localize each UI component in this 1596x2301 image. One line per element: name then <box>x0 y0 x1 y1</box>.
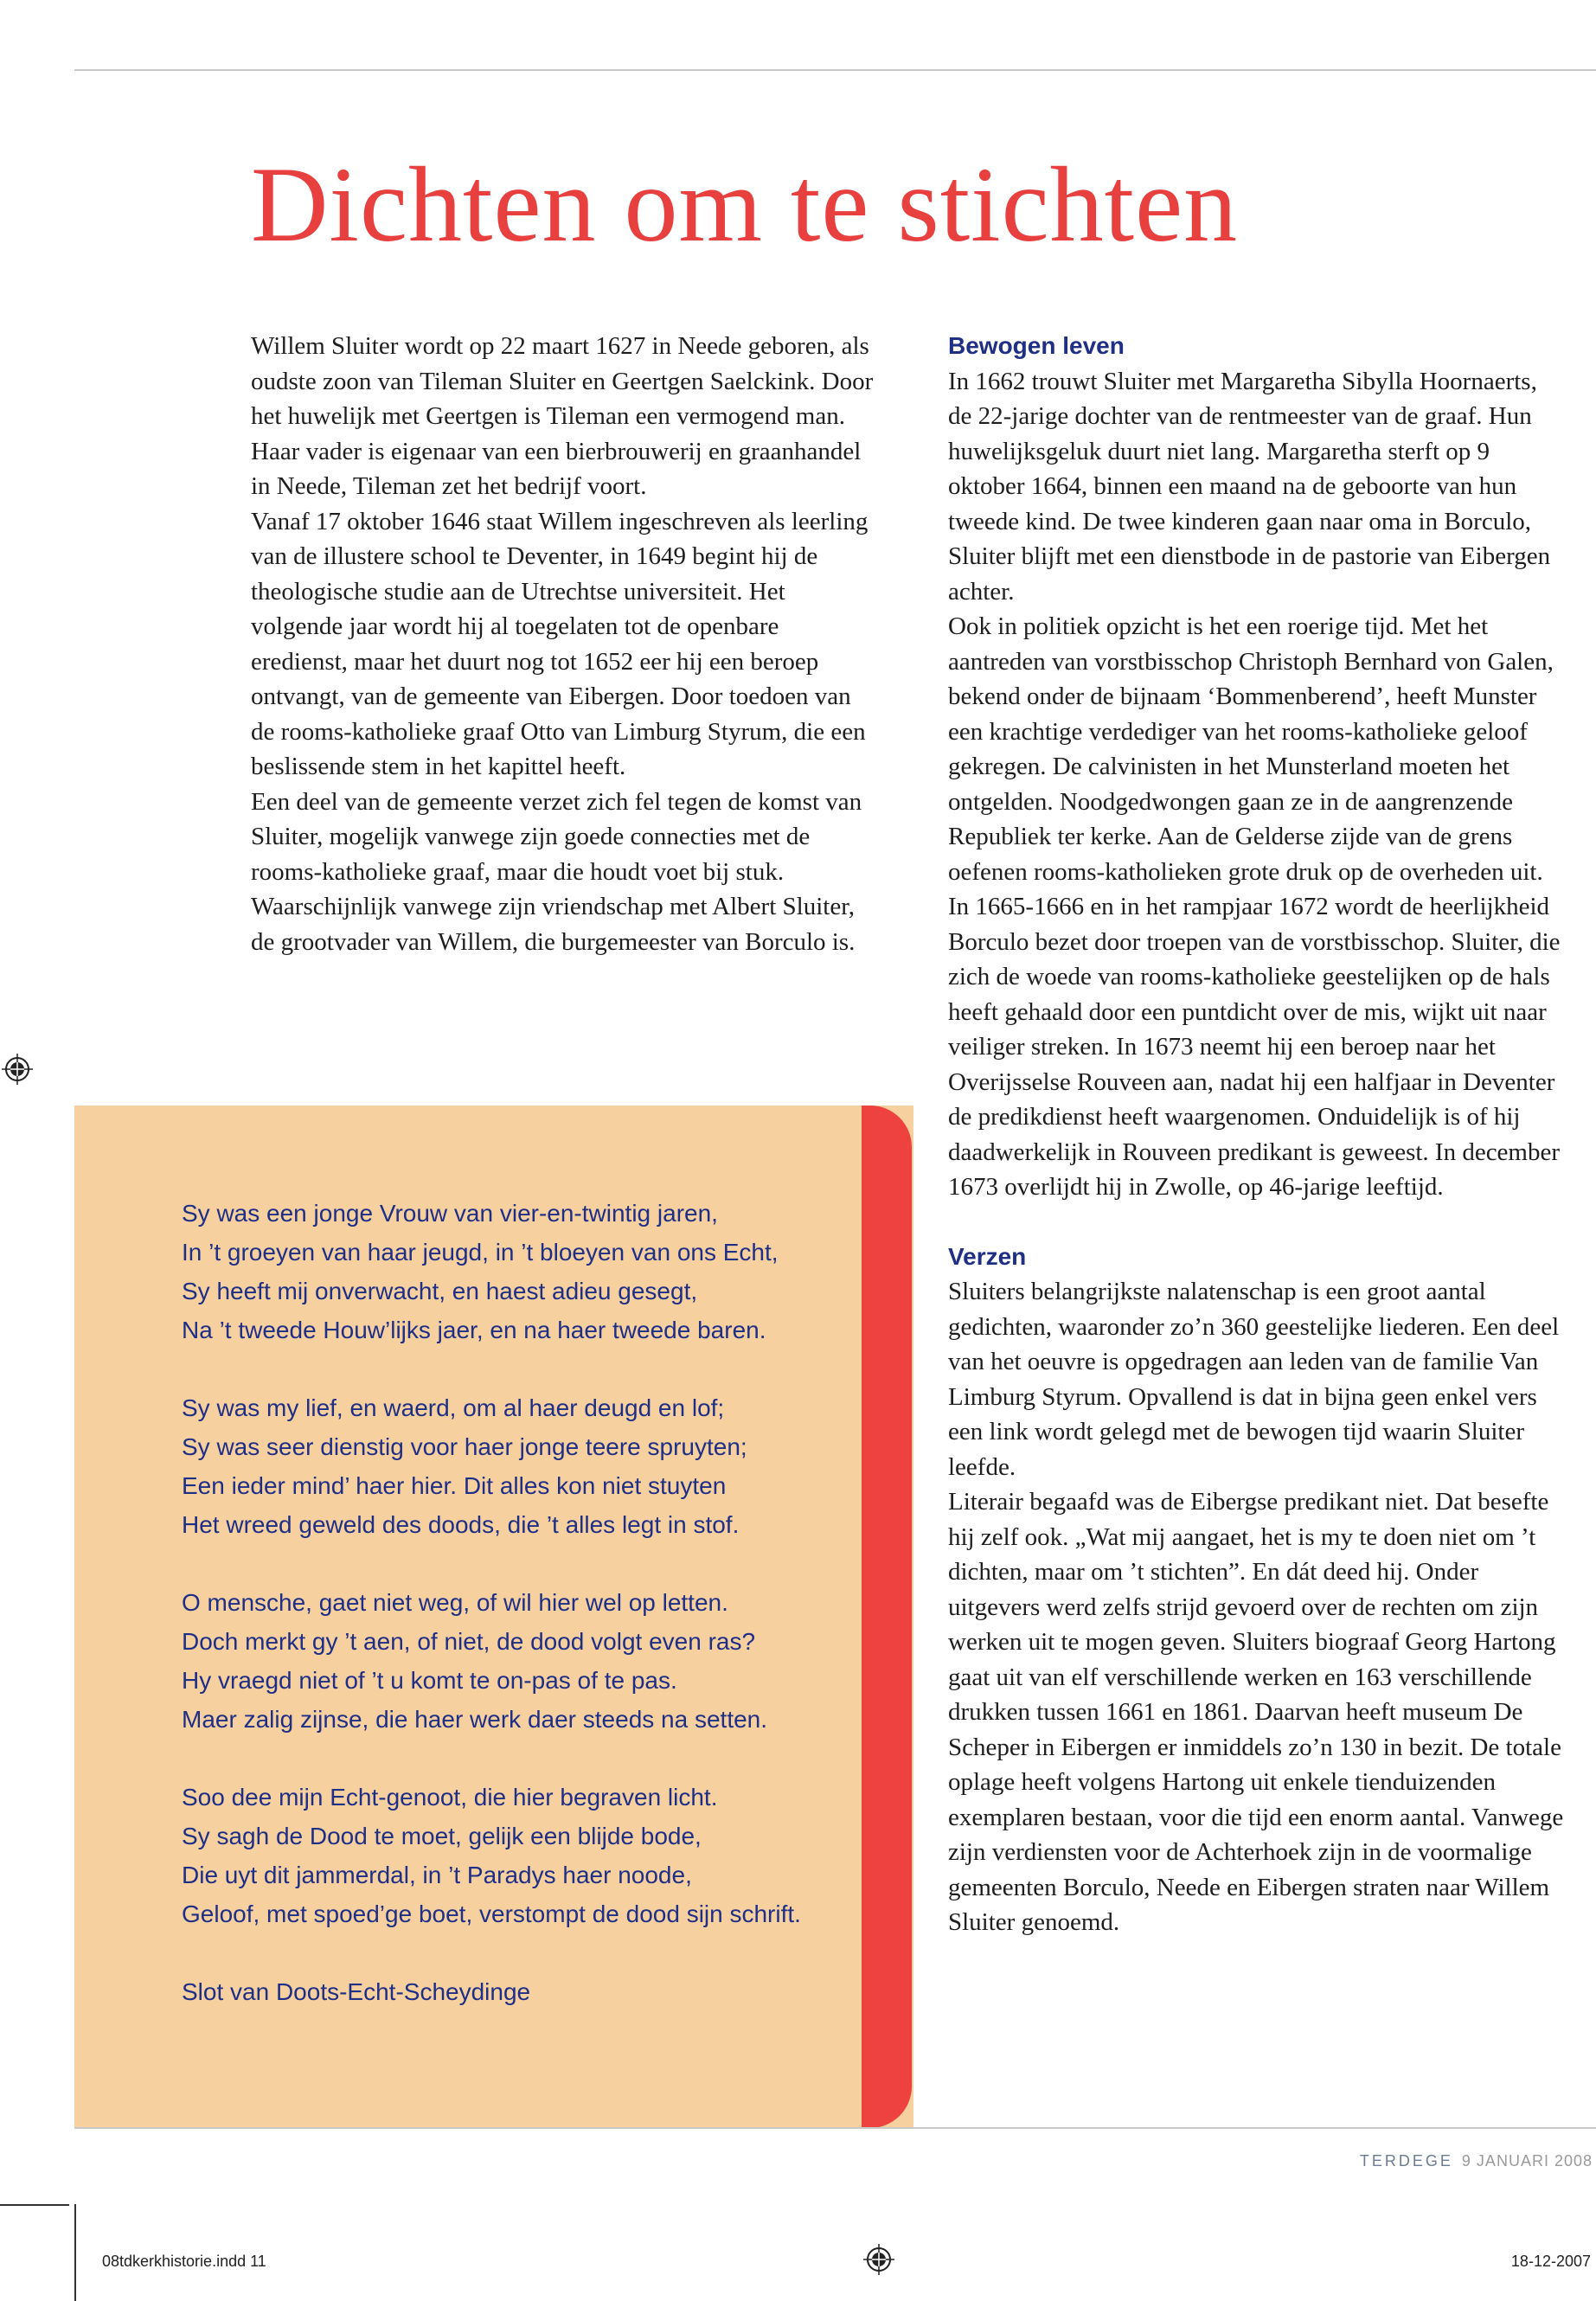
registration-mark-icon <box>863 2244 894 2275</box>
bottom-rule <box>74 2127 1596 2129</box>
poem-line: Sy heeft mij onverwacht, en haest adieu gesegt, <box>182 1278 698 1304</box>
paragraph: Een deel van de gemeente verzet zich fel tegen de komst van Sluiter, mogelijk vanwege zijn goede connecties met de rooms-katholieke graaf, maar die houdt voet bij stuk. Waarschijnlijk vanwege zijn vriendschap met Albert Sluiter, de grootvader van Willem, die burgemeester van Borculo is. <box>251 787 862 956</box>
poem-line: Maer zalig zijnse, die haer werk daer steeds na setten. <box>182 1706 768 1733</box>
poem-stanza <box>182 1778 874 1933</box>
poem <box>182 1194 874 2011</box>
top-rule <box>74 69 1596 71</box>
registration-mark-icon <box>2 1054 33 1085</box>
poem-line: In ’t groeyen van haar jeugd, in ’t bloeyen van ons Echt, <box>182 1239 779 1266</box>
crop-mark <box>0 2204 69 2206</box>
poem-line: O mensche, gaet niet weg, of wil hier wel op letten. <box>182 1589 728 1616</box>
poem-line: Soo dee mijn Echt-genoot, die hier begraven licht. <box>182 1784 718 1811</box>
footer-magazine <box>1360 2152 1593 2170</box>
paragraph: In 1662 trouwt Sluiter met Margaretha Sibylla Hoornaerts, de 22-jarige dochter van de rentmeester van de graaf. Hun huwelijksgeluk duurt niet lang. Margaretha sterft op 9 oktober 1664, binnen een maand na de geboorte van hun tweede kind. De twee kinderen gaan naar oma in Borculo, Sluiter blijft met een dienstbode in de pastorie van Eibergen achter. <box>948 367 1551 606</box>
poem-source: Slot van Doots-Echt-Scheydinge <box>182 1978 531 2005</box>
paragraph: In 1665-1666 en in het rampjaar 1672 wordt de heerlijkheid Borculo bezet door troepen van de vorstbisschop. Sluiter, die zich de woede van rooms-katholieke geestelijken op de hals heeft gehaald door een puntdicht over de mis, wijkt uit naar veiliger streken. In 1673 neemt hij een beroep naar het Overijsselse Rouveen aan, nadat hij een halfjaar in Deventer de predikdienst heeft waargenomen. Onduidelijk is of hij daadwerkelijk in Rouveen predikant is geweest. In december 1673 overlijdt hij in Zwolle, op 46-jarige leeftijd. <box>948 893 1561 1201</box>
poem-line: Sy sagh de Dood te moet, gelijk een blijde bode, <box>182 1823 702 1849</box>
file-slug: 08tdkerkhistorie.indd 11 <box>102 2253 266 2270</box>
article-title: Dichten om te stichten <box>251 145 1239 264</box>
poem-stanza <box>182 1194 874 1349</box>
poem-line: Die uyt dit jammerdal, in ’t Paradys haer noode, <box>182 1862 692 1888</box>
section-heading-bewogen-leven: Bewogen leven <box>948 332 1125 359</box>
right-column <box>948 329 1564 1940</box>
poem-line: Doch merkt gy ’t aen, of niet, de dood volgt even ras? <box>182 1628 756 1655</box>
paragraph: Sluiters belangrijkste nalatenschap is een groot aantal gedichten, waaronder zo’n 360 geestelijke liederen. Een deel van het oeuvre is opgedragen aan leden van de familie Van Limburg Styrum. Opvallend is dat in bijna geen enkel vers een link wordt gelegd met de bewogen tijd waarin Sluiter leefde. <box>948 1278 1560 1481</box>
poem-line: Na ’t tweede Houw’lijks jaer, en na haer tweede baren. <box>182 1317 766 1343</box>
paragraph: Vanaf 17 oktober 1646 staat Willem ingeschreven als leerling van de illustere school te Deventer, in 1649 begint hij de theologische studie aan de Utrechtse universiteit. Het volgende jaar wordt hij al toegelaten tot de openbare eredienst, maar het duurt nog tot 1652 eer hij een beroep ontvangt, van de gemeente van Eibergen. Door toedoen van de rooms-katholieke graaf Otto van Limburg Styrum, die een beslissende stem in het kapittel heeft. <box>251 507 869 780</box>
poem-line: Geloof, met spoed’ge boet, verstompt de dood sijn schrift. <box>182 1900 801 1927</box>
magazine-name: TERDEGE <box>1359 2152 1453 2170</box>
paragraph: Willem Sluiter wordt op 22 maart 1627 in Neede geboren, als oudste zoon van Tileman Sluiter en Geertgen Saelckink. Door het huwelijk met Geertgen is Tileman een vermogend man. Haar vader is eigenaar van een bierbrouwerij en graanhandel in Neede, Tileman zet het bedrijf voort. <box>251 332 874 500</box>
paragraph: Literair begaafd was de Eibergse predikant niet. Dat besefte hij zelf ook. „Wat mij aangaet, het is my te doen niet om ’t dichten, maar om ’t stichten”. En dát deed hij. Onder uitgevers werd zelfs strijd gevoerd over de rechten om zijn werken uit te mogen geven. Sluiters biograaf Georg Hartong gaat uit van elf verschillende werken en 163 verschillende drukken tussen 1661 en 1861. Daarvan heeft museum De Scheper in Eibergen er inmiddels zo’n 130 in bezit. De totale oplage heeft volgens Hartong uit enkele tienduizenden exemplaren bestaan, voor die tijd een enorm aantal. Vanwege zijn verdiensten voor de Achterhoek zijn in de voormalige gemeenten Borculo, Neede en Eibergen straten naar Willem Sluiter genoemd. <box>948 1488 1564 1936</box>
poem-stanza <box>182 1583 874 1739</box>
poem-stanza <box>182 1388 874 1544</box>
poem-line: Sy was seer dienstig voor haer jonge teere spruyten; <box>182 1433 747 1460</box>
poem-line: Hy vraegd niet of ’t u komt te on-pas of te pas. <box>182 1667 677 1694</box>
left-column <box>251 329 874 959</box>
poem-line: Het wreed geweld des doods, die ’t alles legt in stof. <box>182 1511 740 1538</box>
section-heading-verzen: Verzen <box>948 1242 1027 1270</box>
issue-date: 9 JANUARI 2008 <box>1461 2152 1593 2170</box>
poem-line: Sy was my lief, en waerd, om al haer deugd en lof; <box>182 1394 725 1421</box>
section-gap <box>948 1205 1564 1240</box>
paragraph: Ook in politiek opzicht is het een roerige tijd. Met het aantreden van vorstbisschop Christoph Bernhard von Galen, bekend onder de bijnaam ‘Bommenberend’, heeft Munster een krachtige verdediger van het rooms-katholieke geloof gekregen. De calvinisten in het Munsterland moeten het ontgelden. Noodgedwongen gaan ze in de aangrenzende Republiek ter kerke. Aan de Gelderse zijde van de grens oefenen rooms-katholieken grote druk op de overheden uit. <box>948 612 1554 886</box>
print-date: 18-12-2007 <box>1510 2253 1591 2270</box>
crop-mark <box>74 2204 76 2301</box>
poem-line: Een ieder mind’ haer hier. Dit alles kon niet stuyten <box>182 1472 727 1499</box>
poem-line: Sy was een jonge Vrouw van vier-en-twintig jaren, <box>182 1200 718 1227</box>
